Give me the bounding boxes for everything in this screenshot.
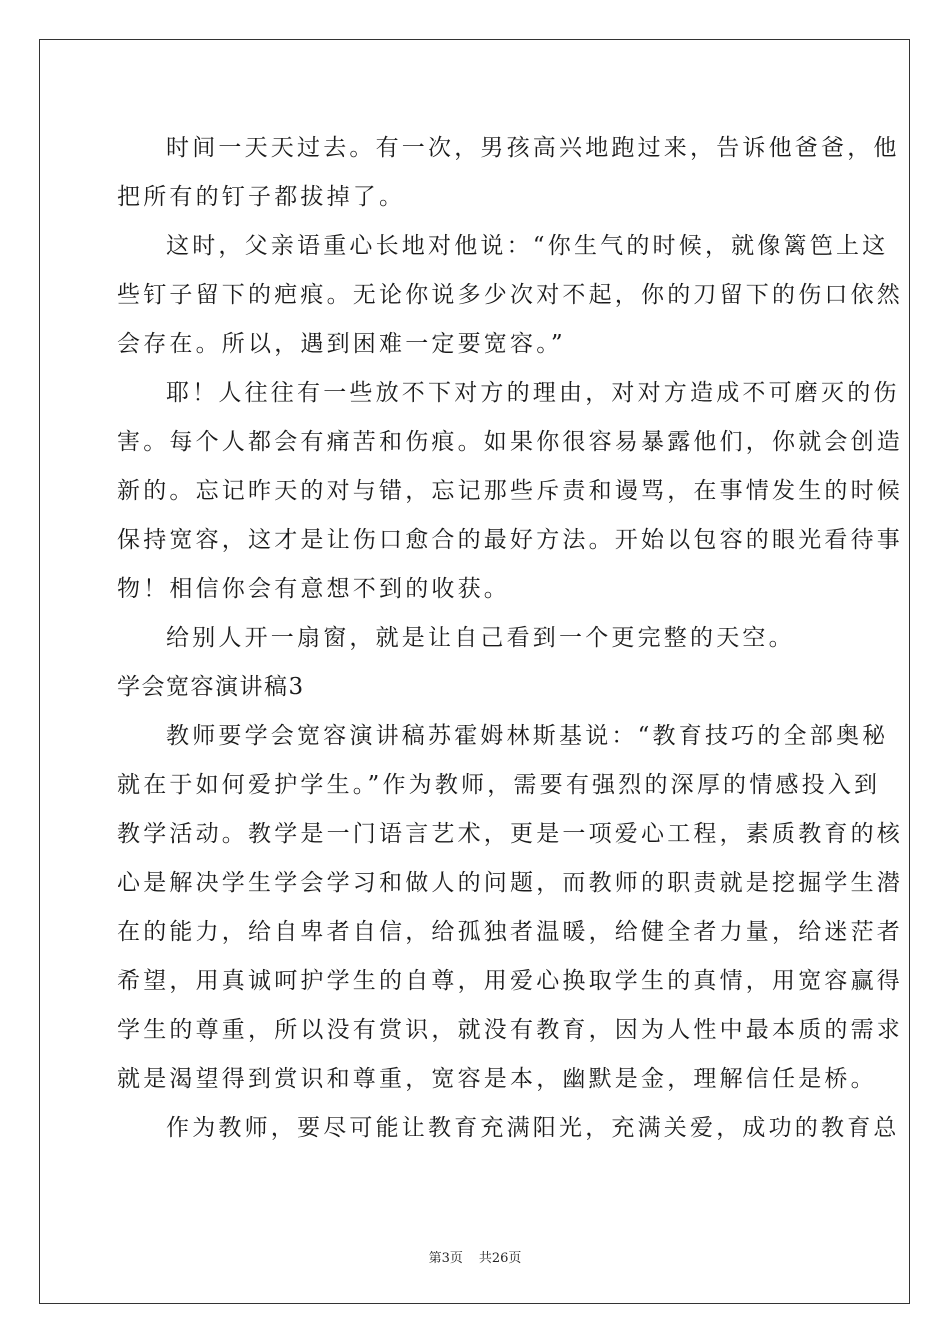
page-total: 共26页: [478, 1251, 522, 1266]
paragraph-line: 学生的尊重，所以没有赏识，就没有教育，因为人性中最本质的需求: [117, 1017, 903, 1043]
paragraph-line: 作为教师，要尽可能让教育充满阳光，充满关爱，成功的教育总: [166, 1115, 900, 1141]
paragraph-line: 教学活动。教学是一门语言艺术，更是一项爱心工程，素质教育的核: [117, 821, 903, 847]
paragraph-line: 些钉子留下的疤痕。无论你说多少次对不起，你的刀留下的伤口依然: [117, 282, 903, 308]
section-heading: 学会宽容演讲稿3: [117, 674, 305, 700]
paragraph-line: 教师要学会宽容演讲稿苏霍姆林斯基说：“教育技巧的全部奥秘: [166, 723, 889, 749]
paragraph-line: 在的能力，给自卑者自信，给孤独者温暖，给健全者力量，给迷茫者: [117, 919, 903, 945]
paragraph-line: 会存在。所以，遇到困难一定要宽容。”: [117, 331, 566, 357]
paragraph-line: 就在于如何爱护学生。”作为教师，需要有强烈的深厚的情感投入到: [117, 772, 881, 798]
paragraph-line: 保持宽容，这才是让伤口愈合的最好方法。开始以包容的眼光看待事: [117, 527, 903, 553]
paragraph-line: 时间一天天过去。有一次，男孩高兴地跑过来，告诉他爸爸，他: [166, 135, 900, 161]
document-body: [117, 124, 903, 1153]
paragraph-line: 新的。忘记昨天的对与错，忘记那些斥责和谩骂，在事情发生的时候: [117, 478, 903, 504]
paragraph-line: 心是解决学生学会学习和做人的问题，而教师的职责就是挖掘学生潜: [117, 870, 903, 896]
page-footer: [0, 1247, 950, 1266]
paragraph-line: 害。每个人都会有痛苦和伤痕。如果你很容易暴露他们，你就会创造: [117, 429, 903, 455]
paragraph-line: 就是渴望得到赏识和尊重，宽容是本，幽默是金，理解信任是桥。: [117, 1066, 877, 1092]
paragraph-line: 物！相信你会有意想不到的收获。: [117, 576, 510, 602]
paragraph-line: 希望，用真诚呵护学生的自尊，用爱心换取学生的真情，用宽容赢得: [117, 968, 903, 994]
paragraph-line: 把所有的钉子都拔掉了。: [117, 184, 406, 210]
paragraph-line: 给别人开一扇窗，就是让自己看到一个更完整的天空。: [166, 625, 795, 651]
page-number: 第3页: [428, 1251, 463, 1266]
paragraph-line: 这时，父亲语重心长地对他说：“你生气的时候，就像篱笆上这: [166, 233, 889, 259]
paragraph-line: 耶！人往往有一些放不下对方的理由，对对方造成不可磨灭的伤: [166, 380, 900, 406]
